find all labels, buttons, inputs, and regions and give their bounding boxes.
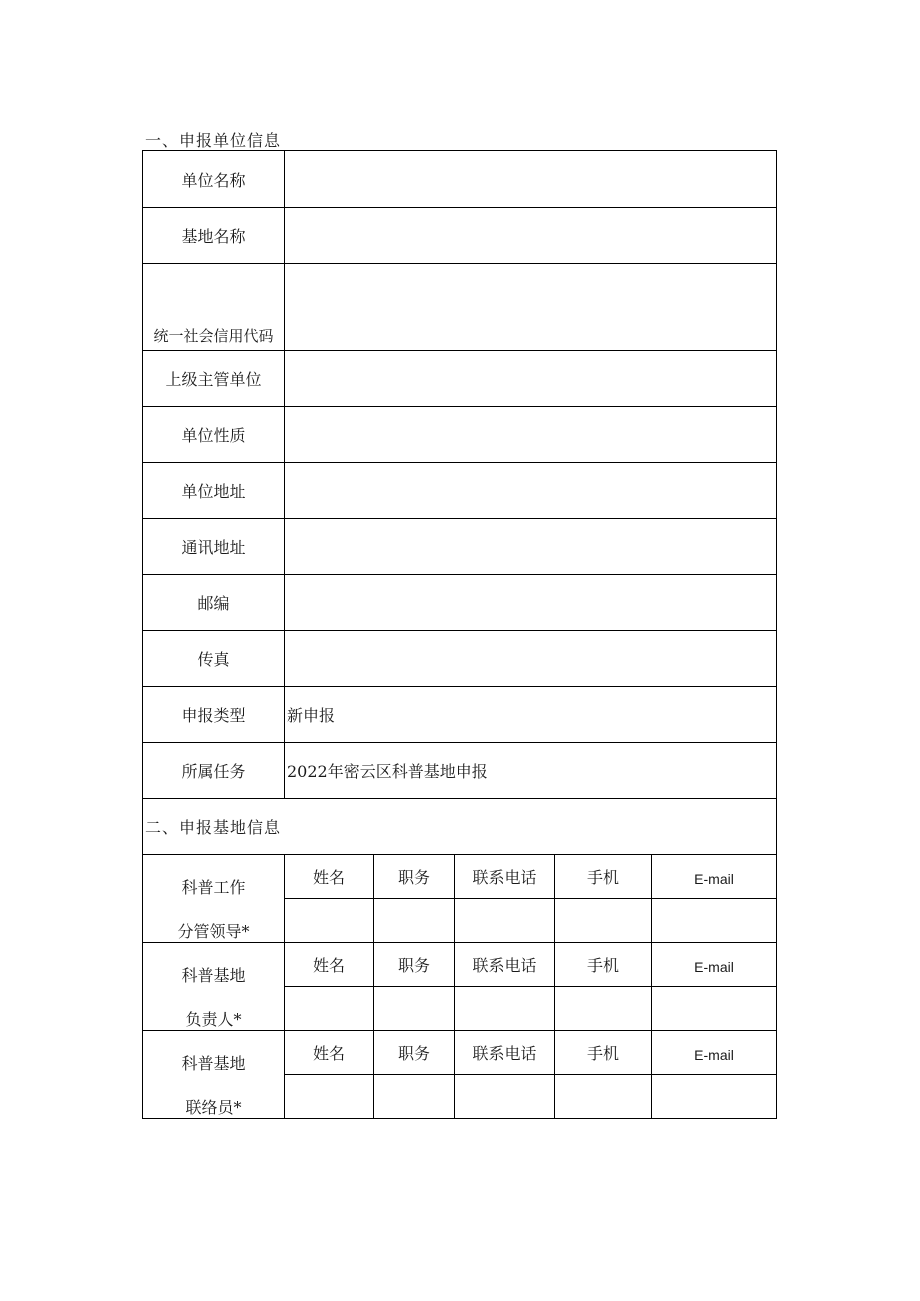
col-header-phone: 联系电话	[455, 1031, 555, 1075]
label-supervisor: 上级主管单位	[143, 351, 285, 407]
label-unit-address: 单位地址	[143, 463, 285, 519]
col-header-name: 姓名	[285, 943, 374, 987]
field-liaison-mobile[interactable]	[555, 1075, 652, 1119]
label-mail-address: 通讯地址	[143, 519, 285, 575]
col-header-name: 姓名	[285, 1031, 374, 1075]
field-head-phone[interactable]	[455, 987, 555, 1031]
section2-title: 二、申报基地信息	[143, 799, 777, 855]
field-lead-mobile[interactable]	[555, 899, 652, 943]
group-label-lead	[143, 855, 285, 943]
group-header-row	[143, 1031, 777, 1075]
field-liaison-phone[interactable]	[455, 1075, 555, 1119]
row-unit-nature	[143, 407, 777, 463]
col-header-mobile: 手机	[555, 1031, 652, 1075]
field-head-name[interactable]	[285, 987, 374, 1031]
row-base-name	[143, 208, 777, 264]
application-form-table	[142, 150, 777, 1119]
label-application-type: 申报类型	[143, 687, 285, 743]
label-postcode: 邮编	[143, 575, 285, 631]
col-header-mobile: 手机	[555, 943, 652, 987]
col-header-email: E-mail	[652, 1031, 777, 1075]
field-lead-position[interactable]	[374, 899, 455, 943]
label-unit-nature: 单位性质	[143, 407, 285, 463]
field-unit-address[interactable]	[285, 463, 777, 519]
group-label-line2: 分管领导*	[177, 922, 250, 941]
field-liaison-name[interactable]	[285, 1075, 374, 1119]
row-unit-address	[143, 463, 777, 519]
row-section2-title	[143, 799, 777, 855]
group-label-line1: 科普基地	[181, 966, 246, 985]
row-unit-name	[143, 151, 777, 208]
field-lead-name[interactable]	[285, 899, 374, 943]
field-head-mobile[interactable]	[555, 987, 652, 1031]
field-liaison-email[interactable]	[652, 1075, 777, 1119]
group-header-row	[143, 855, 777, 899]
row-mail-address	[143, 519, 777, 575]
field-fax[interactable]	[285, 631, 777, 687]
col-header-phone: 联系电话	[455, 855, 555, 899]
field-lead-phone[interactable]	[455, 899, 555, 943]
field-supervisor[interactable]	[285, 351, 777, 407]
field-liaison-position[interactable]	[374, 1075, 455, 1119]
col-header-name: 姓名	[285, 855, 374, 899]
field-application-type[interactable]: 新申报	[285, 687, 777, 743]
field-base-name[interactable]	[285, 208, 777, 264]
row-fax	[143, 631, 777, 687]
row-credit-code	[143, 264, 777, 351]
col-header-email: E-mail	[652, 943, 777, 987]
col-header-position: 职务	[374, 943, 455, 987]
group-label-line2: 负责人*	[185, 1010, 242, 1029]
col-header-position: 职务	[374, 1031, 455, 1075]
label-credit-code: 统一社会信用代码	[143, 264, 285, 351]
field-head-position[interactable]	[374, 987, 455, 1031]
field-lead-email[interactable]	[652, 899, 777, 943]
row-postcode	[143, 575, 777, 631]
row-task	[143, 743, 777, 799]
field-unit-nature[interactable]	[285, 407, 777, 463]
group-label-line2: 联络员*	[185, 1098, 242, 1117]
col-header-email: E-mail	[652, 855, 777, 899]
section1-title: 一、申报单位信息	[145, 131, 282, 150]
group-label-liaison	[143, 1031, 285, 1119]
group-label-line1: 科普工作	[181, 878, 246, 897]
label-unit-name: 单位名称	[143, 151, 285, 208]
row-supervisor	[143, 351, 777, 407]
field-task[interactable]: 2022年密云区科普基地申报	[285, 743, 777, 799]
group-header-row	[143, 943, 777, 987]
col-header-position: 职务	[374, 855, 455, 899]
col-header-phone: 联系电话	[455, 943, 555, 987]
group-label-line1: 科普基地	[181, 1054, 246, 1073]
label-task: 所属任务	[143, 743, 285, 799]
field-credit-code[interactable]	[285, 264, 777, 351]
label-fax: 传真	[143, 631, 285, 687]
label-base-name: 基地名称	[143, 208, 285, 264]
field-postcode[interactable]	[285, 575, 777, 631]
col-header-mobile: 手机	[555, 855, 652, 899]
field-unit-name[interactable]	[285, 151, 777, 208]
field-mail-address[interactable]	[285, 519, 777, 575]
row-application-type	[143, 687, 777, 743]
group-label-head	[143, 943, 285, 1031]
field-head-email[interactable]	[652, 987, 777, 1031]
